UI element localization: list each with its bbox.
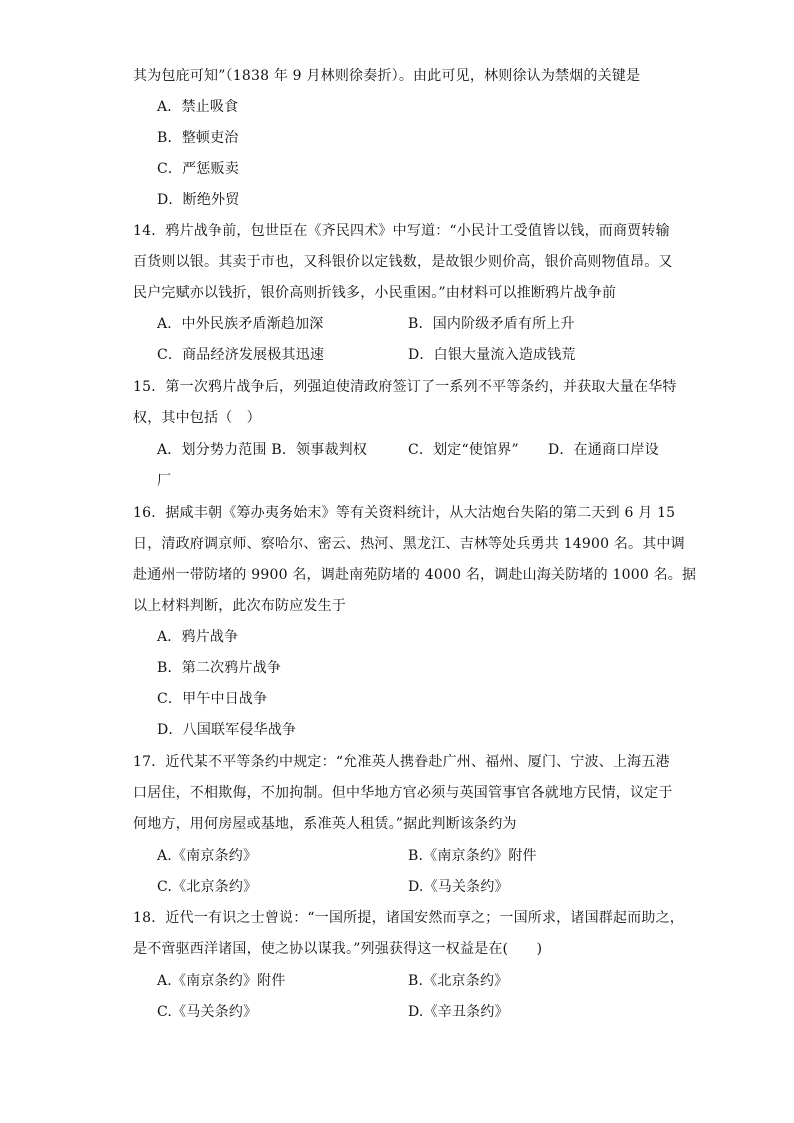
q15-option-c: C．划定“使馆界” bbox=[408, 442, 519, 458]
q15-option-a-b: A．划分势力范围 B．领事裁判权 bbox=[157, 442, 368, 458]
q14-option-c: C．商品经济发展极其迅速 bbox=[157, 347, 325, 363]
q13-option-a: A．禁止吸食 bbox=[157, 99, 239, 115]
q13-stem-tail: 其为包庇可知”（1838 年 9 月林则徐奏折）。由此可见，林则徐认为禁烟的关键是 bbox=[133, 68, 641, 84]
q17-option-c: C.《北京条约》 bbox=[157, 879, 258, 895]
q16-option-a: A．鸦片战争 bbox=[157, 629, 239, 645]
q17-option-d: D.《马关条约》 bbox=[408, 879, 509, 895]
q18-option-b: B.《北京条约》 bbox=[408, 973, 509, 989]
q16-option-b: B．第二次鸦片战争 bbox=[157, 660, 282, 676]
q16-option-c: C．甲午中日战争 bbox=[157, 691, 268, 707]
q13-option-c: C．严惩贩卖 bbox=[157, 161, 239, 177]
q16-stem-line-1: 16．据咸丰朝《筹办夷务始末》等有关资料统计，从大沽炮台失陷的第二天到 6 月 15 bbox=[133, 505, 676, 521]
q18-option-c: C.《马关条约》 bbox=[157, 1004, 258, 1020]
q15-option-d: D．在通商口岸设 bbox=[548, 442, 659, 458]
q18-stem-line-2: 是不啻驱西洋诸国，使之协以谋我。”列强获得这一权益是在( ) bbox=[133, 941, 543, 957]
q17-stem-line-3: 何地方，用何房屋或基地，系准英人租赁。”据此判断该条约为 bbox=[133, 816, 517, 832]
q16-stem-line-2: 日，清政府调京师、察哈尔、密云、热河、黑龙江、吉林等处兵勇共 14900 名。其中调 bbox=[133, 536, 685, 552]
q18-stem-line-1: 18．近代一有识之士曾说：“一国所提，诸国安然而享之；一国所求，诸国群起而助之， bbox=[133, 910, 684, 926]
q17-stem-line-2: 口居住，不相欺侮，不加拘制。但中华地方官必须与英国管事官各就地方民情，议定于 bbox=[133, 785, 673, 801]
q16-stem-line-3: 赴通州一带防堵的 9900 名，调赴南苑防堵的 4000 名，调赴山海关防堵的 1000 名。据 bbox=[133, 567, 697, 583]
q14-stem-line-1: 14．鸦片战争前，包世臣在《齐民四术》中写道：“小民计工受值皆以钱，而商贾转输 bbox=[133, 223, 670, 239]
q17-stem-line-1: 17．近代某不平等条约中规定：“允准英人携眷赴广州、福州、厦门、宁波、上海五港 bbox=[133, 754, 670, 770]
q17-option-b: B.《南京条约》附件 bbox=[408, 848, 537, 864]
q14-option-d: D．白银大量流入造成钱荒 bbox=[408, 347, 576, 363]
q15-stem-line-2: 权，其中包括（ ） bbox=[133, 410, 261, 426]
q16-option-d: D．八国联军侵华战争 bbox=[157, 722, 297, 738]
q16-stem-line-4: 以上材料判断，此次布防应发生于 bbox=[133, 598, 346, 614]
q13-option-d: D．断绝外贸 bbox=[157, 192, 240, 208]
q18-option-d: D.《辛丑条约》 bbox=[408, 1004, 509, 1020]
q15-option-d-wrap: 厂 bbox=[157, 473, 172, 489]
q17-option-a: A.《南京条约》 bbox=[157, 848, 258, 864]
q14-option-b: B．国内阶级矛盾有所上升 bbox=[408, 316, 575, 332]
q14-option-a: A．中外民族矛盾渐趋加深 bbox=[157, 316, 324, 332]
q13-option-b: B．整顿吏治 bbox=[157, 130, 239, 146]
q18-option-a: A.《南京条约》附件 bbox=[157, 973, 286, 989]
q14-stem-line-2: 百货则以银。其卖于市也，又科银价以定钱数，是故银少则价高，银价高则物值昂。又 bbox=[133, 254, 673, 270]
q15-stem-line-1: 15．第一次鸦片战争后，列强迫使清政府签订了一系列不平等条约，并获取大量在华特 bbox=[133, 379, 677, 395]
q14-stem-line-3: 民户完赋亦以钱折，银价高则折钱多，小民重困。”由材料可以推断鸦片战争前 bbox=[133, 285, 617, 301]
